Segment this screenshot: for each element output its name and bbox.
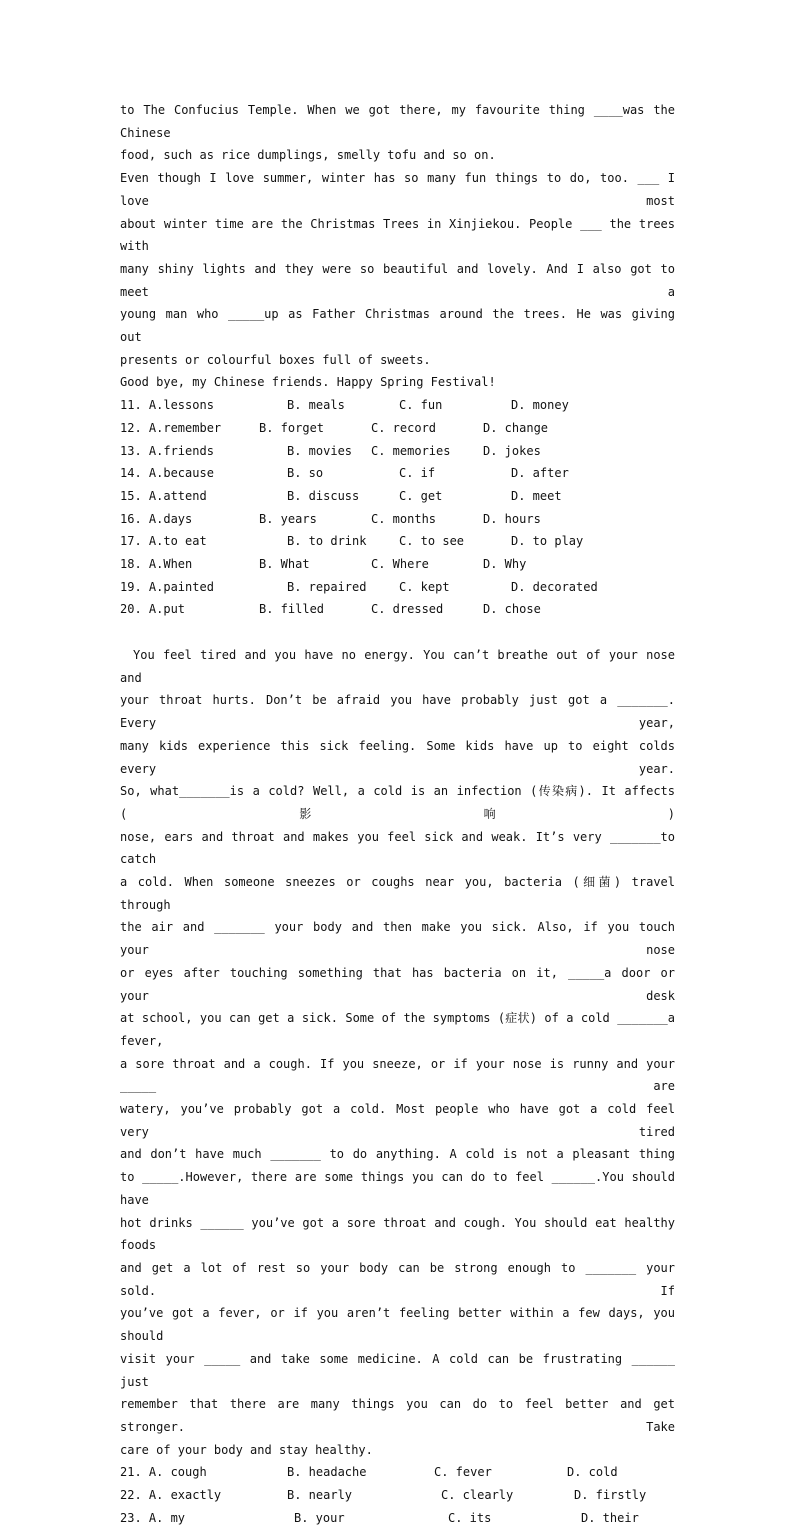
question-row <box>120 553 675 576</box>
option-c: C. fever <box>434 1465 492 1480</box>
option-b: B. discuss <box>287 488 360 503</box>
option-a: 23. A. my <box>120 1510 186 1525</box>
section-spacer <box>120 621 675 644</box>
option-d: D. money <box>511 398 569 413</box>
option-c: C. memories <box>371 443 451 458</box>
question-row <box>120 576 675 599</box>
question-row <box>120 1507 675 1529</box>
option-a: 22. A. exactly <box>120 1488 222 1503</box>
option-c: C. dressed <box>371 602 444 617</box>
option-d: D. change <box>483 420 549 435</box>
option-d: D. to play <box>511 534 584 549</box>
passage-line: you’ve got a fever, or if you aren’t feeling better within a few days, you should <box>120 1306 675 1344</box>
option-a: 12. A.remember <box>120 420 222 435</box>
option-a: 13. A.friends <box>120 443 214 458</box>
option-b: B. nearly <box>287 1488 353 1503</box>
question-row <box>120 462 675 485</box>
passage-line: a sore throat and a cough. If you sneeze, or if your nose is runny and your _____ are <box>120 1056 675 1094</box>
option-c: C. kept <box>399 579 450 594</box>
option-a: 21. A. cough <box>120 1465 207 1480</box>
option-b: B. repaired <box>287 579 367 594</box>
passage-line: So, what_______is a cold? Well, a cold is an infection (传染病). It affects (影响) <box>120 784 675 821</box>
question-list-2 <box>120 1461 675 1529</box>
option-c: C. if <box>399 466 436 481</box>
option-d: D. decorated <box>511 579 598 594</box>
passage-line: to The Confucius Temple. When we got there, my favourite thing ____was the Chinese <box>120 103 675 140</box>
option-b: B. movies <box>287 443 353 458</box>
passage-2 <box>120 644 675 1461</box>
passage-line: many kids experience this sick feeling. Some kids have up to eight colds every year. <box>120 738 675 776</box>
passage-line: or eyes after touching something that has bacteria on it, _____a door or your desk <box>120 965 675 1003</box>
passage-line: Even though I love summer, winter has so many fun things to do, too. ___ I love most <box>120 171 675 208</box>
option-b: B. meals <box>287 398 345 413</box>
passage-line: food, such as rice dumplings, smelly tofu and so on. <box>120 148 496 163</box>
option-c: C. get <box>399 488 443 503</box>
question-row <box>120 508 675 531</box>
passage-1 <box>120 99 675 394</box>
passage-line: about winter time are the Christmas Trees in Xinjiekou. People ___ the trees with <box>120 216 675 254</box>
option-c: C. fun <box>399 398 443 413</box>
passage-line: hot drinks ______ you’ve got a sore throat and cough. You should eat healthy foods <box>120 1215 675 1253</box>
passage-line: young man who _____up as Father Christmas around the trees. He was giving out <box>120 307 675 345</box>
passage-line: You feel tired and you have no energy. You can’t breathe out of your nose and <box>120 648 675 685</box>
option-b: B. years <box>259 511 317 526</box>
passage-line: the air and _______ your body and then make you sick. Also, if you touch your nose <box>120 920 675 958</box>
option-d: D. chose <box>483 602 541 617</box>
passage-line: nose, ears and throat and makes you feel sick and weak. It’s very _______to catch <box>120 829 675 867</box>
option-b: B. forget <box>259 420 325 435</box>
passage-line: presents or colourful boxes full of sweets. <box>120 352 431 367</box>
question-row <box>120 417 675 440</box>
option-b: B. your <box>294 1510 345 1525</box>
passage-line: remember that there are many things you can do to feel better and get stronger. Take <box>120 1397 675 1434</box>
question-row <box>120 394 675 417</box>
passage-line: at school, you can get a sick. Some of the symptoms (症状) of a cold _______a fever, <box>120 1011 675 1048</box>
option-a: 18. A.When <box>120 556 193 571</box>
option-d: D. hours <box>483 511 541 526</box>
option-c: C. Where <box>371 556 429 571</box>
option-a: 14. A.because <box>120 466 214 481</box>
question-row <box>120 530 675 553</box>
option-a: 15. A.attend <box>120 488 207 503</box>
option-c: C. its <box>448 1510 492 1525</box>
option-d: D. after <box>511 466 569 481</box>
passage-line: and get a lot of rest so your body can be strong enough to _______ your sold. If <box>120 1261 675 1298</box>
option-a: 11. A.lessons <box>120 398 214 413</box>
option-c: C. record <box>371 420 437 435</box>
option-b: B. filled <box>259 602 325 617</box>
option-d: D. Why <box>483 556 527 571</box>
option-d: D. their <box>581 1510 639 1525</box>
passage-line: your throat hurts. Don’t be afraid you have probably just got a _______. Every year, <box>120 693 675 731</box>
question-row <box>120 485 675 508</box>
option-d: D. firstly <box>574 1488 647 1503</box>
option-b: B. What <box>259 556 310 571</box>
passage-line: many shiny lights and they were so beautiful and lovely. And I also got to meet a <box>120 261 675 299</box>
passage-line: and don’t have much _______ to do anything. A cold is not a pleasant thing <box>120 1147 675 1162</box>
question-row <box>120 1461 675 1484</box>
option-a: 16. A.days <box>120 511 193 526</box>
option-d: D. jokes <box>483 443 541 458</box>
option-b: B. to drink <box>287 534 367 549</box>
option-a: 19. A.painted <box>120 579 214 594</box>
option-c: C. months <box>371 511 437 526</box>
passage-line: a cold. When someone sneezes or coughs near you, bacteria (细菌) travel through <box>120 875 675 912</box>
passage-line: Good bye, my Chinese friends. Happy Spring Festival! <box>120 375 496 390</box>
document-page <box>120 99 675 1529</box>
passage-line: to _____.However, there are some things you can do to feel ______.You should have <box>120 1170 675 1207</box>
question-list-1 <box>120 394 675 621</box>
option-a: 20. A.put <box>120 602 186 617</box>
question-row <box>120 598 675 621</box>
option-d: D. meet <box>511 488 562 503</box>
option-c: C. clearly <box>441 1488 514 1503</box>
option-b: B. so <box>287 466 324 481</box>
question-row <box>120 1484 675 1507</box>
option-b: B. headache <box>287 1465 367 1480</box>
question-row <box>120 440 675 463</box>
passage-line: watery, you’ve probably got a cold. Most people who have got a cold feel very tired <box>120 1102 675 1139</box>
passage-line: visit your _____ and take some medicine. A cold can be frustrating ______ just <box>120 1351 675 1389</box>
passage-line: care of your body and stay healthy. <box>120 1442 373 1457</box>
option-d: D. cold <box>567 1465 618 1480</box>
option-a: 17. A.to eat <box>120 534 207 549</box>
option-c: C. to see <box>399 534 465 549</box>
